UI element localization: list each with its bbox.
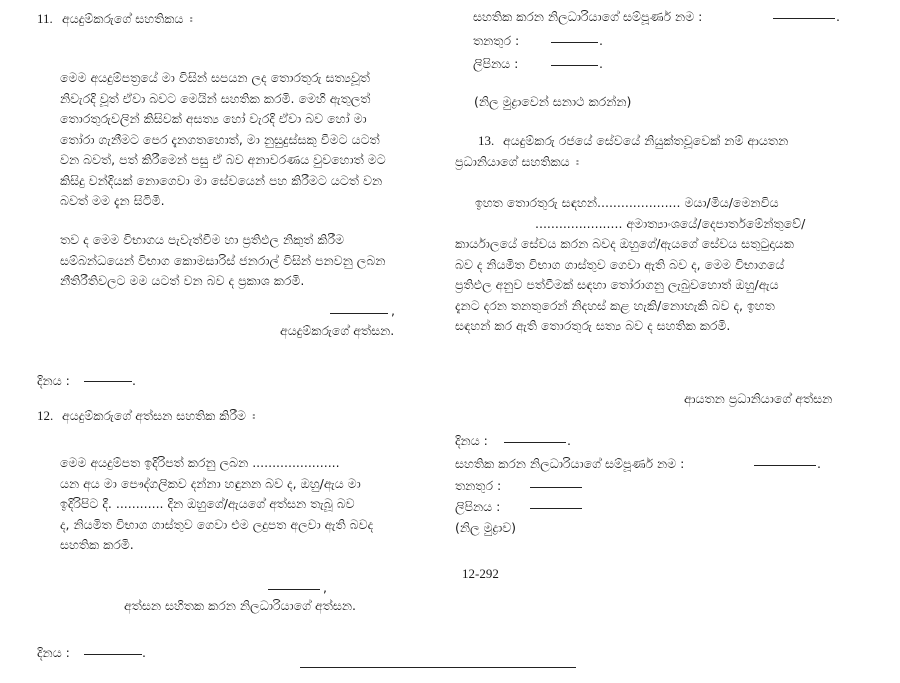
address-label: ලිපිනය : (455, 499, 501, 514)
text-line: තව ද මෙම විභාගය පැවැත්වීම හා ප්‍රතිඵල නිකුත් කිරීම (60, 232, 345, 247)
section-11-number: 11. (37, 11, 53, 26)
text-line: ...................... අමාත්‍යාංශයේ/දෙපාර්තමේන්තුවේ/ (535, 215, 806, 231)
address-line (530, 508, 582, 509)
signature-line (268, 589, 320, 590)
date-label: දිනය : (455, 433, 488, 448)
designation-line (551, 42, 598, 43)
text-line: සම්බන්ධයෙන් විභාග කොමසාරිස් ජනරාල් විසින් පනවනු ලබන (60, 252, 386, 268)
full-name-label: සහතික කරන නිලධාරියාගේ සම්පූර්ණ නම : (473, 9, 703, 24)
text-line: සඳහන් කර ඇති තොරතුරු සත්‍ය බව ද සහතික කරමි. (455, 318, 731, 333)
date-line (84, 654, 142, 655)
full-name-label: සහතික කරන නිලධාරියාගේ සම්පූර්ණ නම : (455, 456, 685, 471)
section-13-heading-line-1: අයදුම්කරු රජයේ සේවයේ නියුක්තවූවෙක් නම් ආයතන (503, 133, 789, 148)
text-line: මෙම අයදුම්පත ඉදිරිපත් කරනු ලබන ...................... (60, 455, 340, 470)
certifying-officer-signature-label: අත්සන සහිතක කරන නිලධාරියාගේ අත්සන. (124, 598, 356, 613)
text-line: සහතික කරමි. (60, 537, 134, 552)
applicant-signature-label: අයදුම්කරුගේ අත්සන. (280, 323, 395, 338)
bottom-divider (300, 667, 576, 668)
text-line: යන අය මා පෞද්ගලිකව දන්නා හඳුනන බව ද, ඔහු/ඇය මා (60, 475, 361, 491)
designation-label: තනතුර : (455, 478, 502, 493)
text-line: ඉදිරිපිට දී. ............ දින ඔහුගේ/ඇයගේ අත්සන තැබූ බව (60, 496, 355, 511)
full-name-line (773, 18, 835, 19)
signature-line (330, 313, 388, 314)
date-end: . (142, 645, 146, 660)
address-line (551, 65, 598, 66)
text-line: වන බවත්, පත් කිරීමෙන් පසු ඒ බව අනාවරණය වුවහොත් මට (60, 152, 386, 167)
address-end: . (599, 56, 603, 71)
full-name-line (754, 465, 816, 466)
section-12-paragraph (60, 453, 434, 556)
section-11-paragraph-1 (60, 68, 428, 212)
text-line: ඉහත තොරතුරු සඳහන්..................... මයා/මිය/මෙනවිය (475, 195, 779, 210)
text-line: දැනට දරන තනතුරෙන් නිදහස් කළ හැකි/නොහැකි බව ද, ඉහත (455, 297, 775, 313)
section-11-paragraph-2 (60, 230, 428, 292)
text-line: නීතිරීතිවලට මම යටත් වන බව ද ප්‍රකාශ කරමි. (60, 273, 305, 288)
text-line: තෝරා ගැනීමට පෙර දැනගතහොත්, මා නුසුදුස්සකු වීමට යටත් (60, 131, 380, 147)
section-11-heading: අයදුම්කරුගේ සහතිකය ඃ (62, 11, 193, 26)
date-label: දිනය : (37, 373, 70, 388)
date-line (84, 381, 132, 382)
date-end: . (567, 433, 571, 448)
signature-mark: , (391, 303, 395, 318)
stamp-note: (නිල මුද්‍රාවෙන් සනාථ කරන්න) (474, 94, 632, 109)
designation-line (530, 487, 582, 488)
text-line: ද, නියමිත විභාග ගාස්තුව ගෙවා එම ලදුපත අලවා ඇති බවද (60, 516, 374, 532)
text-line: නිවැරදි වූත් ඒවා බවට මෙයින් සහතික කරමි. මෙහි ඇතුලත් (60, 90, 371, 106)
full-name-end: . (836, 9, 840, 24)
text-line: බවත් මම දැන සිටිමි. (60, 193, 165, 208)
form-code: 12-292 (462, 566, 499, 581)
head-of-institution-signature-label: ආයතන ප්‍රධානියාගේ අත්සන (684, 391, 833, 406)
section-12-number: 12. (37, 408, 54, 423)
date-label: දිනය : (37, 645, 70, 660)
section-12-heading: අයදුම්කරුගේ අත්සන සහතික කිරීම ඃ (62, 408, 256, 423)
text-line: කාර්යාලයේ සේවය කරන බවද ඔහුගේ/ඇයගේ සේවය සතුටුදායක (455, 236, 794, 251)
section-13-number: 13. (478, 133, 495, 148)
section-13-heading-line-2: ප්‍රධානියාගේ සහතිකය ඃ (455, 154, 580, 169)
text-line: තොරතුරුවලින් කිසිවක් අසත්‍ය හෝ වැරදි ඒවා බව හෝ මා (60, 111, 367, 126)
designation-end: . (599, 33, 603, 48)
text-line: ප්‍රතිඵල අනුව පත්වීමක් සඳහා තෝරාගනු ලැබුවහොත් ඔහු/ඇය (455, 277, 779, 292)
section-13-paragraph (455, 193, 874, 337)
full-name-end: . (817, 456, 821, 471)
date-end: . (132, 373, 136, 388)
official-stamp: (නිල මුද්‍රාව) (455, 520, 517, 535)
date-line (504, 442, 566, 443)
text-line: මෙම අයදුම්පත්‍රයේ මා විසින් සපයන ලද තොරතුරු සත්‍යවූත් (60, 70, 370, 85)
signature-mark: , (323, 580, 327, 595)
text-line: බව ද නියමිත විභාග ගාස්තුව ගෙවා ඇති බව ද, මෙම විභාගයේ (455, 256, 785, 272)
text-line: කිසිදු වන්දියක් නොගෙවා මා සේවයෙන් පහ කිරීමට යටත් වන (60, 172, 383, 188)
designation-label: තනතුර : (473, 33, 520, 48)
address-label: ලිපිනය : (473, 56, 519, 71)
